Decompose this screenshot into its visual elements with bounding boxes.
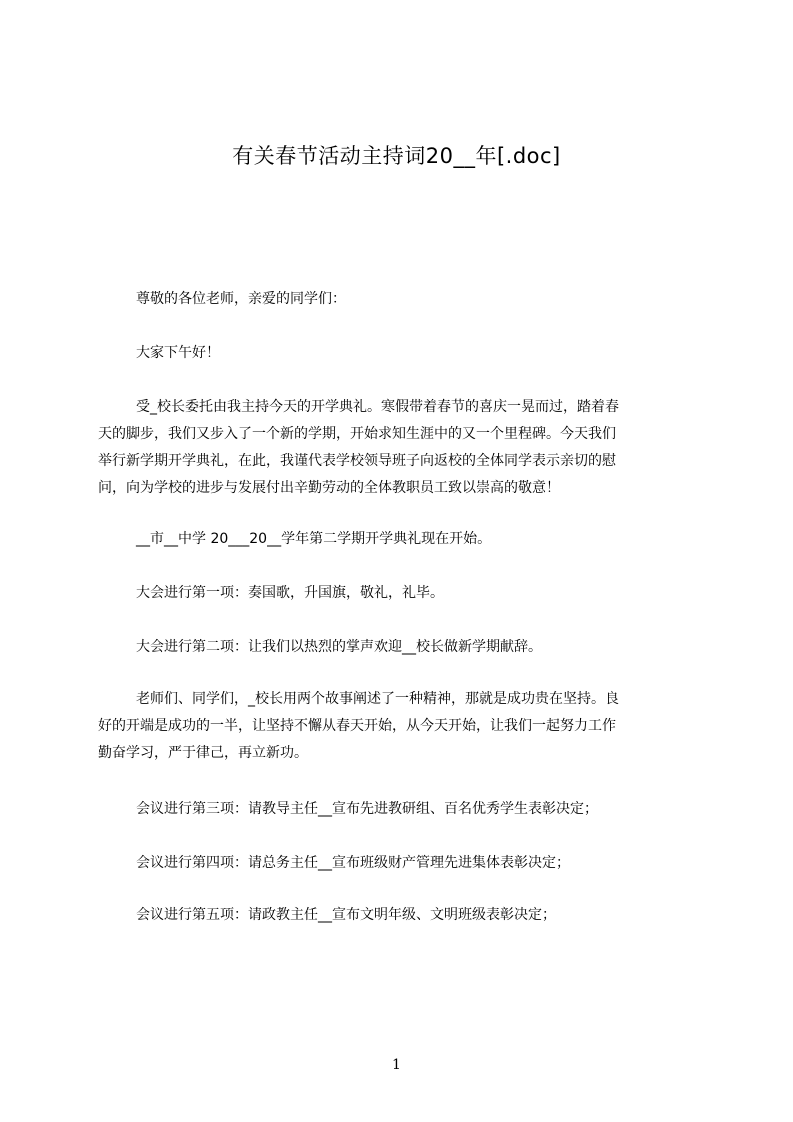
paragraph-good-afternoon	[98, 340, 701, 367]
paragraph-line: 大家下午好！	[136, 345, 220, 361]
paragraph-greeting	[98, 286, 701, 313]
paragraph-line: 大会进行第二项：让我们以热烈的掌声欢迎__校长做新学期献辞。	[136, 639, 542, 655]
paragraph-item-two	[98, 634, 701, 661]
paragraph-item-four	[98, 850, 701, 877]
paragraph-item-three	[98, 796, 701, 823]
paragraph-principal-summary	[98, 686, 701, 767]
paragraph-item-five	[98, 902, 701, 929]
paragraph-line: 尊敬的各位老师，亲爱的同学们：	[136, 291, 346, 307]
paragraph-line: 勤奋学习，严于律己，再立新功。	[98, 745, 308, 761]
paragraph-line: 老师们、同学们，_校长用两个故事阐述了一种精神，那就是成功贵在坚持。良	[136, 691, 619, 707]
page-number: 1	[392, 1057, 401, 1073]
paragraph-line: 受_校长委托由我主持今天的开学典礼。寒假带着春节的喜庆一晃而过，踏着春	[136, 399, 619, 415]
paragraph-line: 会议进行第四项：请总务主任__宣布班级财产管理先进集体表彰决定；	[136, 855, 570, 871]
paragraph-line: 会议进行第五项：请政教主任__宣布文明年级、文明班级表彰决定；	[136, 907, 556, 923]
paragraph-line: 天的脚步，我们又步入了一个新的学期，开始求知生涯中的又一个里程碑。今天我们	[98, 426, 616, 442]
paragraph-line: 大会进行第一项：奏国歌，升国旗，敬礼，礼毕。	[136, 585, 444, 601]
paragraph-line: 好的开端是成功的一半，让坚持不懈从春天开始，从今天开始，让我们一起努力工作	[98, 718, 616, 734]
paragraph-line: 问，向为学校的进步与发展付出辛勤劳动的全体教职员工致以崇高的敬意！	[98, 480, 560, 496]
paragraph-line: __市__中学 20___20__学年第二学期开学典礼现在开始。	[136, 531, 492, 547]
paragraph-ceremony-start	[98, 526, 701, 553]
paragraph-item-one	[98, 580, 701, 607]
document-title: 有关春节活动主持词20__年[.doc]	[232, 144, 561, 168]
paragraph-line: 会议进行第三项：请教导主任__宣布先进教研组、百名优秀学生表彰决定；	[136, 801, 598, 817]
paragraph-opening-remarks	[98, 394, 701, 502]
paragraph-line: 举行新学期开学典礼，在此，我谨代表学校领导班子向返校的全体同学表示亲切的慰	[98, 453, 616, 469]
